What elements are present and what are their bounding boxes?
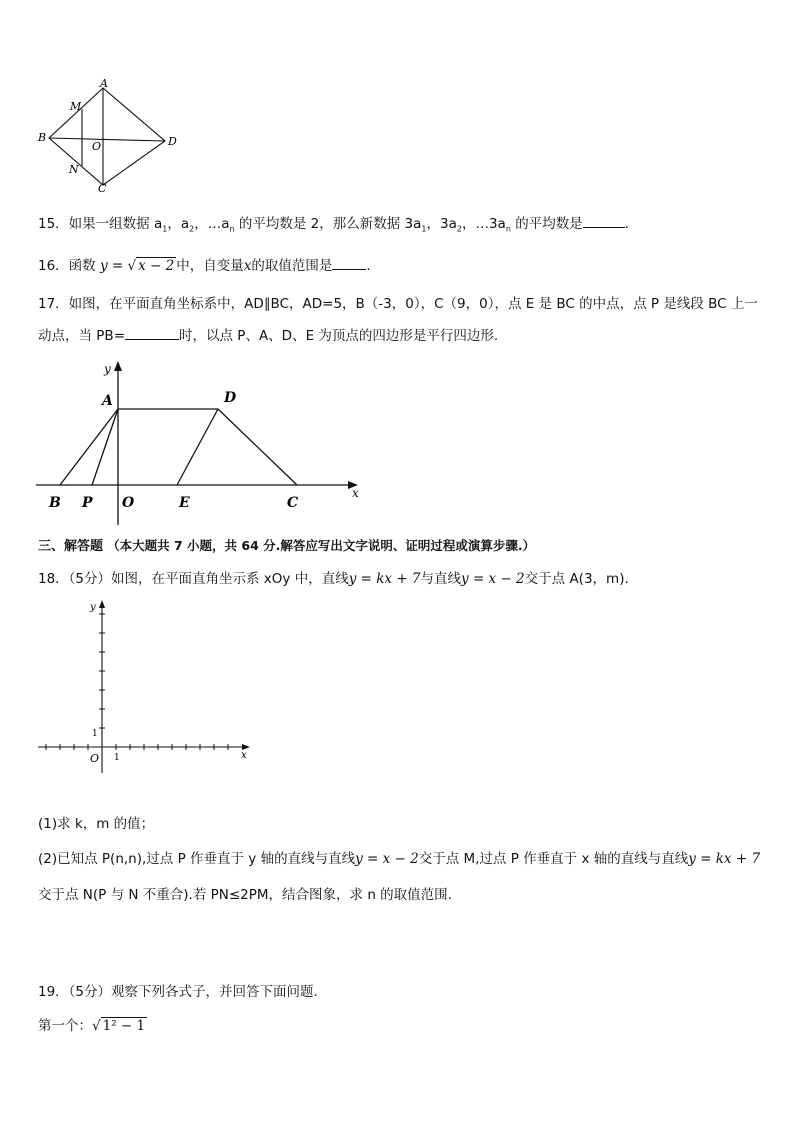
rhombus-label-c: C	[98, 182, 107, 193]
q15-text: 的平均数是 2，那么新数据 3a	[234, 216, 422, 232]
q18-line-eq: y = x − 2	[461, 571, 525, 587]
rhombus-label-n: N	[69, 163, 79, 176]
question-18-part-2	[38, 847, 760, 867]
axes-label-one-x: 1	[114, 753, 120, 763]
section-title: 三、解答题	[38, 539, 104, 554]
question-18	[38, 567, 629, 587]
axes-label-one-y: 1	[92, 729, 98, 739]
question-18-part-2-cont: 交于点 N(P 与 N 不重合).若 PN≤2PM，结合图象，求 n 的取值范围.	[38, 887, 452, 903]
rhombus-label-d: D	[168, 135, 177, 148]
q19-first-expr: 1² − 1	[102, 1018, 146, 1034]
q15-text: ，3a	[426, 216, 457, 232]
rhombus-label-m: M	[70, 100, 82, 113]
q15-sub: n	[229, 224, 235, 234]
q18-line-eq: y = kx + 7	[348, 571, 421, 587]
q15-sub: 2	[456, 224, 462, 234]
question-18-part-1: (1)求 k，m 的值；	[38, 816, 155, 832]
q16-x: x	[243, 258, 252, 274]
q15-text: ．	[624, 216, 639, 232]
q19-first-label: 第一个：	[38, 1018, 92, 1034]
q15-sub: 1	[421, 224, 427, 234]
rhombus-label-a: A	[100, 78, 108, 90]
sqrt-symbol: √	[127, 258, 137, 274]
trap-label-y: y	[104, 362, 111, 376]
q15-sub: 1	[162, 224, 168, 234]
section-note: （本大题共 7 小题，共 64 分.解答应写出文字说明、证明过程或演算步骤.）	[107, 538, 536, 553]
q15-text: ，…a	[194, 216, 230, 232]
q15-text: 的平均数是	[510, 216, 583, 232]
axes-label-o: O	[90, 752, 100, 765]
question-16	[38, 254, 380, 274]
question-15	[38, 212, 638, 234]
q16-text: ．	[366, 258, 380, 274]
section-3-heading	[38, 535, 535, 554]
answer-blank[interactable]	[332, 257, 366, 270]
trap-label-c: C	[287, 495, 299, 511]
rhombus-label-b: B	[38, 131, 47, 144]
rhombus-label-o: O	[92, 140, 102, 153]
q15-text: ，a	[167, 216, 190, 232]
q15-sub: n	[505, 224, 511, 234]
answer-blank[interactable]	[125, 327, 179, 340]
question-19-first	[38, 1014, 147, 1034]
q16-text: 16．函数	[38, 258, 96, 274]
question-17-line-1: 17．如图，在平面直角坐标系中，AD∥BC，AD=5，B（-3，0），C（9，0），点 E 是 BC 的中点，点 P 是线段 BC 上一	[38, 296, 758, 312]
q18-text: 18．（5分）如图，在平面直角坐示系 xOy 中，直线	[38, 571, 349, 587]
q15-text: ，…3a	[461, 216, 506, 232]
axes-label-x: x	[241, 750, 247, 761]
q16-eq: =	[111, 258, 124, 274]
q16-text: 中，自变量	[176, 258, 244, 274]
q18-line-eq: y = x − 2	[355, 851, 419, 867]
sqrt-symbol: √	[92, 1018, 101, 1034]
q18-text: 交于点 A(3，m).	[524, 571, 629, 587]
trap-label-e: E	[179, 495, 190, 511]
q16-text: 的取值范围是	[251, 258, 333, 274]
trap-label-d: D	[224, 390, 237, 406]
q16-radicand: x − 2	[138, 258, 175, 274]
q18-text: 与直线	[420, 571, 462, 587]
answer-blank[interactable]	[583, 215, 625, 228]
trapezoid-figure	[34, 355, 374, 530]
trap-label-x: x	[352, 486, 359, 500]
q18-text: 交于点 M,过点 P 作垂直于 x 轴的直线与直线	[418, 851, 689, 867]
question-17-line-2	[38, 324, 498, 344]
q18-line-eq: y = kx + 7	[688, 851, 761, 867]
q17-text: 时，以点 P、A、D、E 为顶点的四边形是平行四边形.	[179, 328, 499, 344]
q15-sub: 2	[189, 224, 195, 234]
trap-label-b: B	[49, 495, 61, 511]
trap-label-o: O	[122, 495, 135, 511]
question-19: 19．（5分）观察下列各式子，并回答下面问题．	[38, 984, 328, 1000]
rhombus-figure	[34, 78, 184, 193]
q15-text: 15．如果一组数据 a	[38, 216, 163, 232]
trap-label-a: A	[102, 393, 113, 409]
trap-label-p: P	[82, 495, 93, 511]
axes-label-y: y	[90, 602, 96, 613]
coordinate-axes-figure	[34, 595, 259, 775]
q17-text: 动点，当 PB=	[38, 328, 126, 344]
q18-text: (2)已知点 P(n,n),过点 P 作垂直于 y 轴的直线与直线	[38, 851, 356, 867]
q16-y: y	[99, 258, 108, 274]
